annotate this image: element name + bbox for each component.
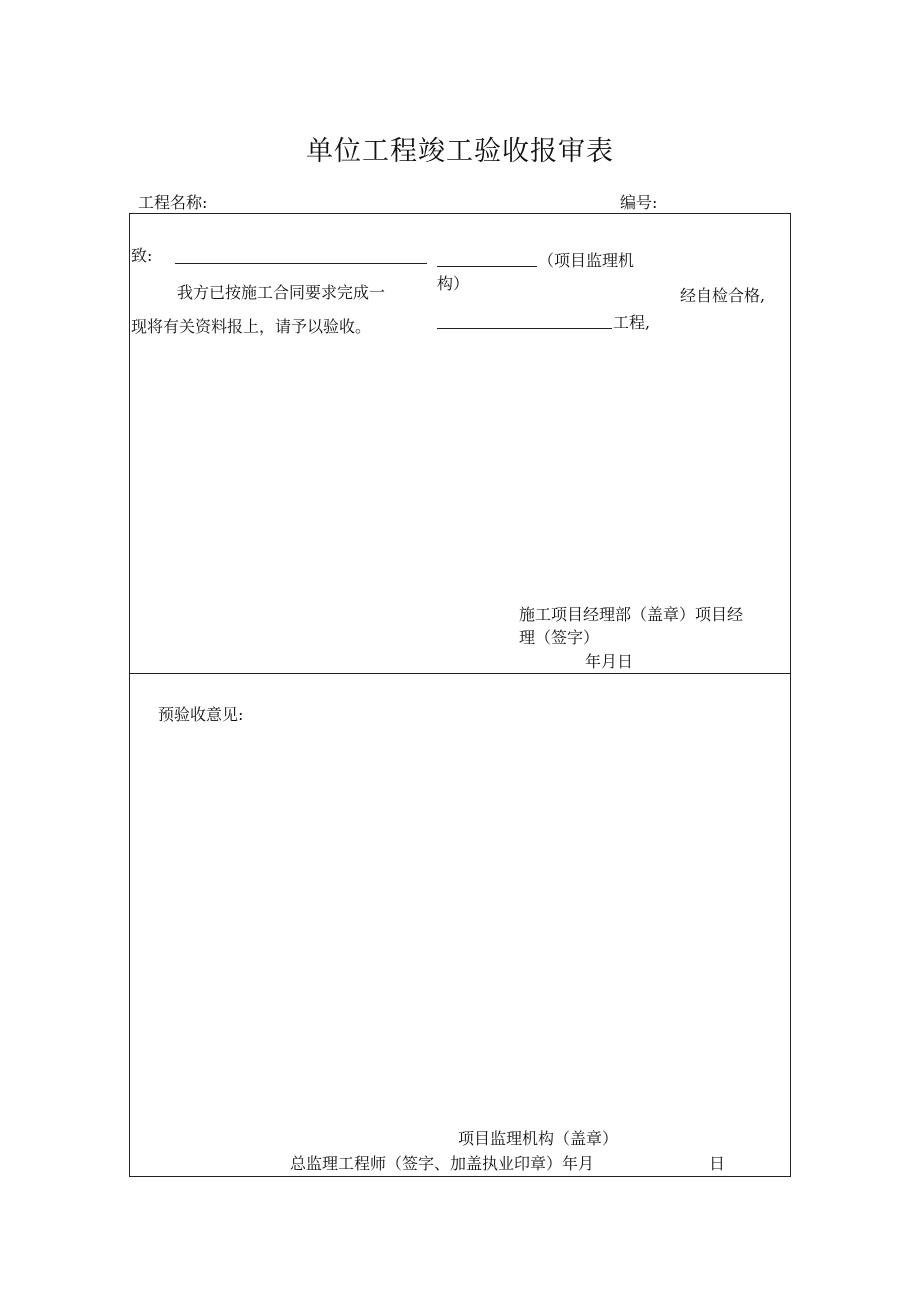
contractor-signer-line1: 施工项目经理部（盖章）项目经 — [519, 605, 744, 624]
contractor-date: 年月日 — [585, 652, 634, 671]
project-suffix: 工程, — [613, 313, 651, 332]
body-text-line2: 现将有关资料报上，请予以验收。 — [131, 317, 372, 336]
to-label: 致: — [131, 246, 153, 265]
contractor-signer-line2: 理（签字） — [519, 628, 600, 647]
agency-blank[interactable] — [437, 266, 537, 267]
pre-acceptance-opinion-label: 预验收意见: — [158, 705, 244, 724]
number-label: 编号: — [620, 193, 658, 212]
signature-day: 日 — [709, 1154, 726, 1173]
agency-suffix-line1: （项目监理机 — [538, 251, 635, 270]
chief-engineer-signature: 总监理工程师（签字、加盖执业印章）年月 — [290, 1154, 595, 1173]
project-name-label: 工程名称: — [138, 193, 208, 212]
project-name-blank[interactable] — [437, 328, 612, 329]
body-text-line1: 我方已按施工合同要求完成一 — [177, 283, 386, 302]
agency-suffix-line2: 构） — [437, 274, 470, 293]
supervision-agency-stamp: 项目监理机构（盖章） — [458, 1129, 619, 1148]
self-check-text: 经自检合格, — [680, 286, 766, 305]
addressee-blank[interactable] — [175, 263, 427, 264]
form-title: 单位工程竣工验收报审表 — [306, 136, 614, 167]
pre-acceptance-section — [129, 673, 791, 1177]
